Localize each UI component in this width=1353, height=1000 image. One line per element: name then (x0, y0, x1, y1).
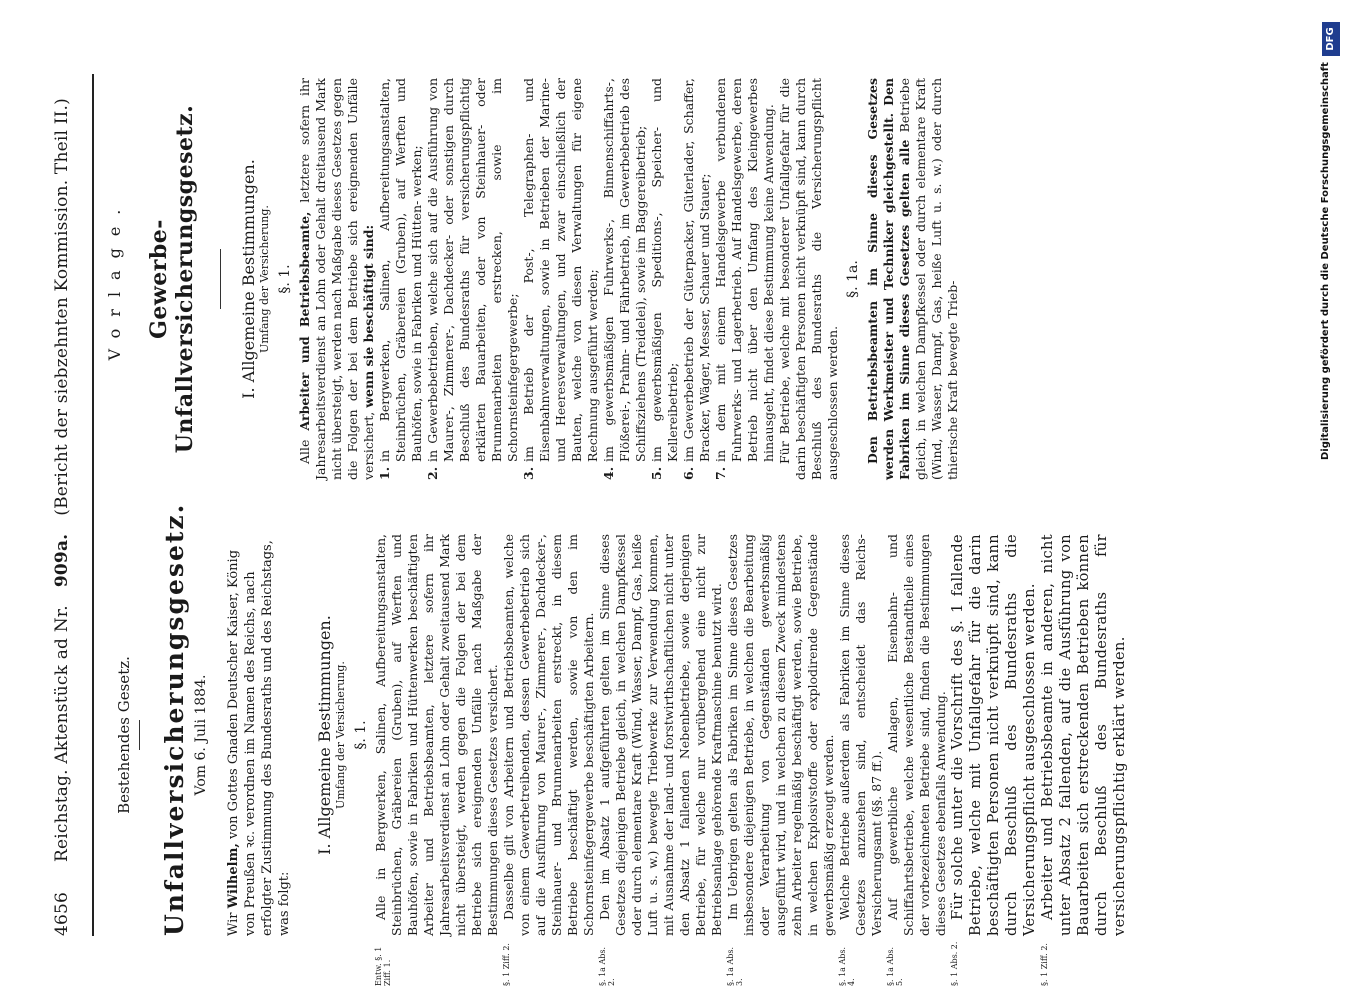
para-1a-bold: Den Betriebsbeamten im Sinne dieses Gesetzes werden Werkmeister und Techniker gleichgestellt. (865, 78, 896, 480)
left-paragraph-text: Auf gewerbliche Anlagen, Eisenbahn- und Schiffahrtsbetriebe, welche wesentliche Bestandtheile eines der vorbezeichneten Betriebe sind, finden die Bestimmungen dieses Gesetzes ebenfalls Anwendung. (885, 534, 948, 936)
right-column (105, 78, 1245, 480)
item-number: 3. (521, 466, 536, 480)
right-paragraph-1a (865, 78, 961, 480)
left-paragraph-row (1039, 534, 1129, 986)
item-text: in dem mit einem Handelsgewerbe verbundenen Fuhrwerks- und Lagerbetrieb. Auf Handelsgewerbe, deren Betrieb nicht über den Umfang des Kleingewerbes hinausgeht, findet diese Bestimmung keine Anwendung. (713, 78, 776, 462)
list-item (521, 78, 601, 480)
list-item (425, 78, 521, 480)
list-item (377, 78, 425, 480)
margin-note: §. 1a Abs. 2. (598, 946, 616, 986)
header-title: Reichstag. Aktenstück ad Nr. (52, 605, 72, 862)
right-intro (297, 78, 377, 480)
left-paragraph-text: Welche Betriebe außerdem als Fabriken im Sinne dieses Gesetzes anzusehen sind, entscheidet das Reichs-Versicherungsamt (§§. 87 ff.). (837, 534, 884, 936)
para-1a-rest: Betriebe gleich, in welchen Dampfkessel oder durch elementare Kraft (Wind, Wasser, Dampf, Gas, heiße Luft u. s. w.) oder durch thierische Kraft bewegte Trieb- (897, 78, 960, 480)
law-date: Vom 6. Juli 1884. (193, 674, 209, 796)
left-paragraph-text: Im Uebrigen gelten als Fabriken im Sinne dieses Gesetzes insbesondere diejenigen Betriebe, in welchen die Bearbeitung oder Verarbeitung von Gegenständen gewerbsmäßig ausgeführt wird, und in welchen zu diesem Zweck mindestens zehn Arbeiter regelmäßig beschäftigt werden, sowie Betriebe, in welchen Explosivstoffe oder explodirende Gegenstände gewerbsmäßig erzeugt werden. (725, 534, 836, 936)
intro-pre: Alle (297, 439, 312, 464)
left-paragraph-row (949, 534, 1039, 986)
right-section-title: I. Allgemeine Bestimmungen. (239, 159, 258, 399)
left-paragraph-row (885, 534, 949, 986)
left-section-title: I. Allgemeine Bestimmungen. (315, 615, 334, 855)
item-number: 7. (713, 466, 728, 480)
right-column-label: Vorlage. (105, 197, 124, 361)
list-item (681, 78, 713, 480)
left-paragraph-row (373, 534, 501, 986)
para-1a-bold-2: Den Fabriken im Sinne dieses Gesetzes gelten alle (881, 78, 912, 480)
margin-note: Entw. §. 1 Ziff. 1. (374, 946, 392, 986)
left-paragraph-row (837, 534, 885, 986)
margin-note: §. 1a Abs. 5. (886, 946, 904, 986)
item-text: in Gewerbebetrieben, welche sich auf die Ausführung von Maurer-, Zimmerer-, Dachdecker- oder sonstigen durch Beschluß des Bundesraths für versicherungspflichtig erklärten Bauarbeiten, oder von Steinhauer- oder Brunnenarbeiten erstrecken, sowie im Schornsteinfegergewerbe; (425, 78, 520, 462)
dfg-logo: DFG (1322, 22, 1340, 56)
left-paragraph-text: Arbeiter und Betriebsbeamte in anderen, nicht unter Absatz 2 fallenden, auf die Ausführung von Bauarbeiten sich erstreckenden Betrieben können durch Beschluß des Bundesraths für versicherungspflichtig erklärt werden. (1040, 534, 1128, 936)
digitization-credit: Digitalisierung gefördert durch die Deutsche Forschungsgemeinschaft (1320, 62, 1331, 460)
margin-note: §. 1a Abs. 4. (838, 946, 856, 986)
item-text: im gewerbsmäßigen Speditions-, Speicher- und Kellereibetrieb; (649, 78, 680, 462)
left-paragraph-row (725, 534, 837, 986)
left-column-label: Bestehendes Gesetz. (115, 656, 133, 814)
left-section-subtitle: Umfang der Versicherung. (334, 661, 347, 809)
page-number: 4656 (52, 891, 72, 936)
preamble-text: von Gottes Gnaden Deutscher Kaiser, König von Preußen ꝛc. verordnen im Namen des Reichs, nach erfolgter Zustimmung des Bundesraths und des Reichstags, was folgt: (226, 540, 292, 936)
left-paragraph-row (501, 534, 597, 986)
right-paragraph-1a-heading: §. 1a. (845, 260, 861, 298)
margin-note: §. 1 Abs. 2. (950, 941, 959, 986)
margin-note: §. 1a Abs. 3. (726, 946, 744, 986)
item-number: 2. (425, 466, 440, 480)
item-number: 4. (601, 466, 616, 480)
right-closing-text: Für Betriebe, welche mit besonderer Unfallgefahr für die darin beschäftigten Personen nicht verknüpft sind, kann durch Beschluß des Bundesraths die Versicherungspflicht ausgeschlossen werden. (777, 78, 840, 480)
item-text: im Gewerbebetrieb der Güterpacker, Güterlader, Schaffer, Bracker, Wäger, Messer, Schauer und Stauer; (681, 78, 712, 462)
left-paragraph-text: Für solche unter die Vorschrift des §. 1 fallende Betriebe, welche mit Unfallgefahr für die darin beschäftigten Personen nicht verknüpft sind, kann durch Beschluß des Bundesraths die Versicherungspflicht ausgeschlossen werden. (950, 534, 1038, 936)
preamble (225, 534, 293, 936)
item-number: 6. (681, 466, 696, 480)
left-paragraph-text: Alle in Bergwerken, Salinen, Aufbereitungsanstalten, Steinbrüchen, Gräbereien (Gruben), auf Werften und Bauhöfen, sowie in Fabriken und Hüttenwerken beschäftigten Arbeiter und Betriebsbeamten, letztere sofern ihr Jahresarbeitsverdienst an Lohn oder Gehalt zweitausend Mark nicht übersteigt, werden gegen die Folgen der bei dem Betriebe sich ereignenden Unfälle nach Maßgabe der Bestimmungen dieses Gesetzes versichert. (373, 534, 500, 936)
item-number: 5. (649, 466, 664, 480)
header-rule (92, 74, 94, 936)
right-law-title: Gewerbe-Unfallversicherungsgesetz. (146, 104, 198, 454)
right-title-rule (220, 249, 221, 309)
left-law-title: Unfallversicherungsgesetz. (160, 502, 189, 936)
preamble-pre: Wir (226, 912, 241, 936)
right-paragraph-heading: §. 1. (277, 264, 293, 294)
margin-note: §. 1 Ziff. 2. (1040, 943, 1049, 986)
header-commission: (Bericht der siebzehnten Kommission. Theil II.) (52, 98, 72, 516)
header-number: 909a. (52, 533, 72, 588)
left-column-rule (139, 720, 140, 750)
list-item (601, 78, 649, 480)
left-paragraph-text: Den im Absatz 1 aufgeführten gelten im Sinne dieses Gesetzes diejenigen Betriebe gleich, in welchen Dampfkessel oder durch elementare Kraft (Wind, Wasser, Dampf, Gas, heiße Luft u. s. w.) bewegte Triebwerke zur Verwendung kommen, mit Ausnahme der land- und forstwirthschaftlichen nicht unter den Absatz 1 fallenden Nebenbetriebe, sowie derjenigen Betriebe, für welche nur vorübergehend eine nicht zur Betriebsanlage gehörende Kraftmaschine benutzt wird. (597, 534, 724, 936)
intro-bold: Arbeiter und Betriebsbeamte, (297, 211, 312, 431)
left-paragraph-heading: §. 1. (353, 720, 369, 750)
list-item (713, 78, 777, 480)
intro-bold-2: wenn sie beschäftigt sind: (361, 224, 376, 408)
left-paragraph-text: Dasselbe gilt von Arbeitern und Betriebsbeamten, welche von einem Gewerbetreibenden, dessen Gewerbebetrieb sich auf die Ausführung von Maurer-, Zimmerer-, Dachdecker-, Steinhauer- und Brunnenarbeiten erstreckt, in diesem Betriebe beschäftigt werden, sowie von den im Schornsteinfegergewerbe beschäftigten Arbeitern. (501, 534, 596, 936)
item-text: im Betrieb der Post-, Telegraphen- und Eisenbahnverwaltungen, sowie in Betrieben der Marine- und Heeresverwaltungen, und zwar einschließlich der Bauten, welche von diesen Verwaltungen für eigene Rechnung ausgeführt werden; (521, 78, 600, 462)
page-header (52, 74, 88, 936)
left-paragraph-row (597, 534, 725, 986)
item-text: im gewerbsmäßigen Fuhrwerks-, Binnenschiffahrts-, Flößerei-, Prahm- und Fährbetrieb, im Gewerbebetrieb des Schiffsziehens (Treidelei), sowie im Baggereibetrieb; (601, 78, 648, 462)
intro-mid: letztere sofern ihr Jahresarbeitsverdienst an Lohn oder Gehalt dreitausend Mark nicht übersteigt, werden nach Maßgabe dieses Gesetzes gegen die Folgen der bei dem Betriebe sich ereignenden Unfälle versichert, (297, 78, 376, 480)
preamble-name: Wilhelm, (226, 843, 241, 909)
item-text: in Bergwerken, Salinen, Aufbereitungsanstalten, Steinbrüchen, Gräbereien (Gruben), auf Werften und Bauhöfen, sowie in Fabriken und Hütten- werken; (377, 78, 424, 462)
right-section-subtitle: Umfang der Versicherung. (258, 205, 271, 353)
left-column (105, 502, 1245, 986)
list-item (649, 78, 681, 480)
margin-note: §. 1 Ziff. 2. (502, 943, 511, 986)
item-number: 1. (377, 466, 392, 480)
